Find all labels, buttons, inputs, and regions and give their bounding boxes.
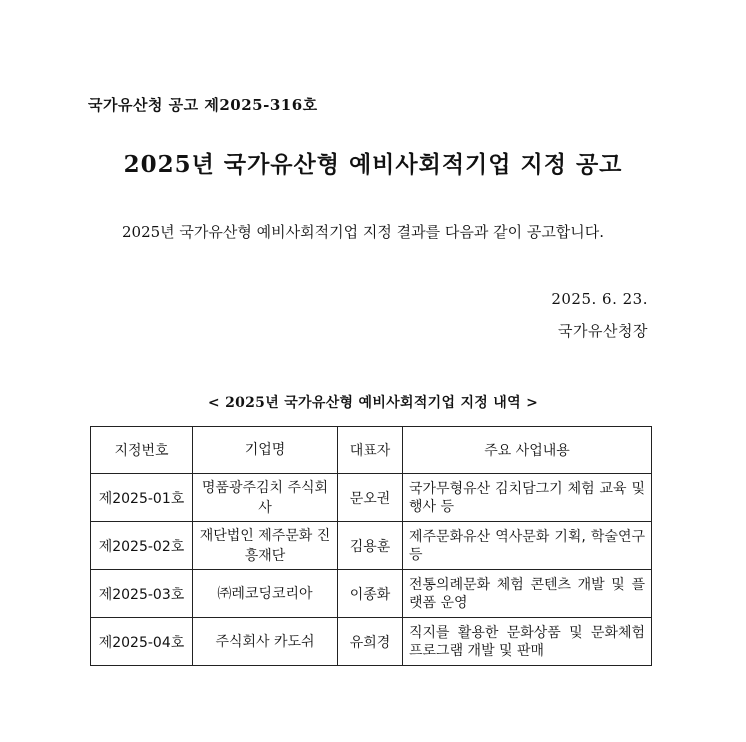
designation-table — [90, 426, 652, 666]
company-name: ㈜레코딩코리아 — [193, 570, 338, 618]
representative: 유희경 — [338, 618, 403, 666]
designation-no: 제2025-01호 — [91, 474, 193, 522]
table-caption: < 2025년 국가유산형 예비사회적기업 지정 내역 > — [207, 395, 539, 411]
header-main-business: 주요 사업내용 — [403, 427, 652, 474]
notice-number: 국가유산청 공고 제2025-316호 — [88, 96, 318, 114]
header-company-name: 기업명 — [193, 427, 338, 474]
main-business: 국가무형유산 김치담그기 체험 교육 및 행사 등 — [403, 474, 652, 522]
table-row — [91, 522, 652, 570]
page-title: 2025년 국가유산형 예비사회적기업 지정 공고 — [123, 151, 623, 178]
table-row — [91, 570, 652, 618]
header-designation-no: 지정번호 — [91, 427, 193, 474]
body-paragraph — [92, 216, 650, 248]
notice-date: 2025. 6. 23. — [551, 290, 648, 308]
main-business: 제주문화유산 역사문화 기획, 학술연구 등 — [403, 522, 652, 570]
company-name: 주식회사 카도쉬 — [193, 618, 338, 666]
representative: 김용훈 — [338, 522, 403, 570]
table-row — [91, 474, 652, 522]
designation-no: 제2025-02호 — [91, 522, 193, 570]
designation-no: 제2025-03호 — [91, 570, 193, 618]
company-name: 명품광주김치 주식회사 — [193, 474, 338, 522]
company-name: 재단법인 제주문화 진흥재단 — [193, 522, 338, 570]
main-business: 직지를 활용한 문화상품 및 문화체험 프로그램 개발 및 판매 — [403, 618, 652, 666]
designation-no: 제2025-04호 — [91, 618, 193, 666]
representative: 문오권 — [338, 474, 403, 522]
representative: 이종화 — [338, 570, 403, 618]
table-row — [91, 618, 652, 666]
table-header-row — [91, 427, 652, 474]
issuer-name: 국가유산청장 — [558, 322, 648, 340]
header-representative: 대표자 — [338, 427, 403, 474]
body-text: 2025년 국가유산형 예비사회적기업 지정 결과를 다음과 같이 공고합니다. — [122, 223, 605, 241]
main-business: 전통의례문화 체험 콘텐츠 개발 및 플랫폼 운영 — [403, 570, 652, 618]
